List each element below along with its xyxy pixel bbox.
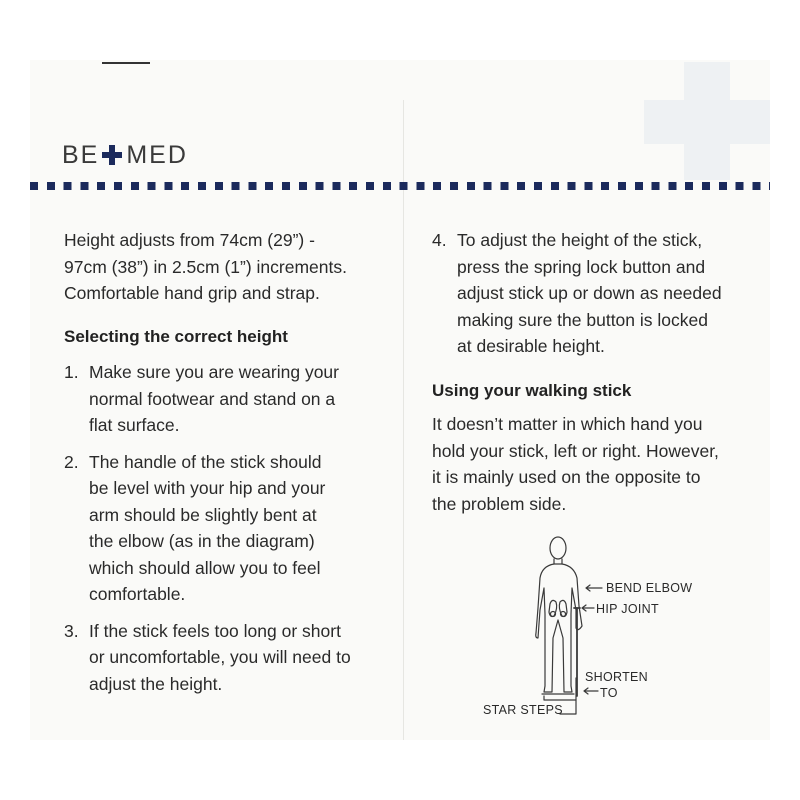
usage-text (432, 411, 762, 517)
step-line: arm should be slightly bent at (89, 504, 317, 525)
label-hip-joint: HIP JOINT (596, 602, 659, 616)
list-item-step-2 (64, 449, 384, 608)
list-item-step-1 (64, 359, 384, 439)
step-line: adjust stick up or down as needed (457, 283, 722, 303)
section-heading-selecting-height: Selecting the correct height (64, 326, 288, 346)
arrow-hip-joint (582, 605, 594, 611)
list-item-step-3 (64, 618, 384, 698)
usage-line: hold your stick, left or right. However, (432, 440, 719, 461)
medical-cross-icon (102, 145, 122, 165)
label-to: TO (600, 686, 618, 700)
height-steps-list (64, 359, 384, 697)
step-number: 3. (64, 620, 79, 641)
left-column (64, 227, 384, 707)
fold-line (403, 100, 404, 740)
step-line: the elbow (as in the diagram) (89, 531, 315, 551)
arrow-bend-elbow (586, 585, 602, 591)
intro-line: Height adjusts from 74cm (29”) - (64, 230, 315, 250)
usage-line: it is mainly used on the opposite to (432, 467, 701, 487)
step-line: adjust the height. (89, 673, 223, 694)
head-outline (550, 537, 566, 559)
adjust-steps-list (432, 227, 762, 360)
neck-outline (554, 559, 562, 564)
section-heading-using-stick: Using your walking stick (432, 380, 632, 400)
step-number: 4. (432, 230, 447, 250)
right-column (432, 227, 762, 517)
watermark-cross-icon (644, 62, 770, 180)
brand-name-left: BE (62, 140, 100, 169)
usage-line: It doesn’t matter in which hand you (432, 414, 703, 434)
label-star-steps: STAR STEPS (483, 703, 563, 717)
step-line: be level with your hip and your (89, 478, 326, 498)
step-line: making sure the button is locked (457, 309, 708, 330)
label-bend-elbow: BEND ELBOW (606, 581, 693, 595)
usage-line: the problem side. (432, 493, 567, 514)
floor-step (544, 696, 576, 700)
step-line: press the spring lock button and (457, 256, 706, 277)
body-outline (536, 564, 582, 692)
step-number: 1. (64, 362, 79, 382)
step-line: at desirable height. (457, 336, 605, 356)
arrow-shorten (584, 688, 598, 694)
label-shorten: SHORTEN (585, 670, 648, 684)
brand-name-right: MED (126, 140, 188, 169)
step-line: flat surface. (89, 415, 180, 435)
step-line: Make sure you are wearing your (89, 362, 339, 382)
step-line: comfortable. (89, 584, 186, 604)
step-line: To adjust the height of the stick, (457, 230, 703, 250)
list-item-step-4 (432, 227, 762, 360)
scan-mark (102, 62, 150, 64)
step-line: If the stick feels too long or short (89, 620, 341, 641)
step-line: The handle of the stick should (89, 451, 322, 472)
step-line: normal footwear and stand on a (89, 388, 336, 409)
intro-line: Comfortable hand grip and strap. (64, 283, 320, 303)
step-number: 2. (64, 451, 79, 472)
step-line: or uncomfortable, you will need to (89, 647, 351, 667)
dotted-divider (30, 182, 770, 190)
intro-line: 97cm (38”) in 2.5cm (1”) increments. (64, 256, 347, 277)
walking-stick-diagram (478, 528, 738, 724)
brand-logo (62, 140, 188, 170)
step-line: which should allow you to feel (89, 557, 321, 578)
intro-text (64, 227, 384, 307)
